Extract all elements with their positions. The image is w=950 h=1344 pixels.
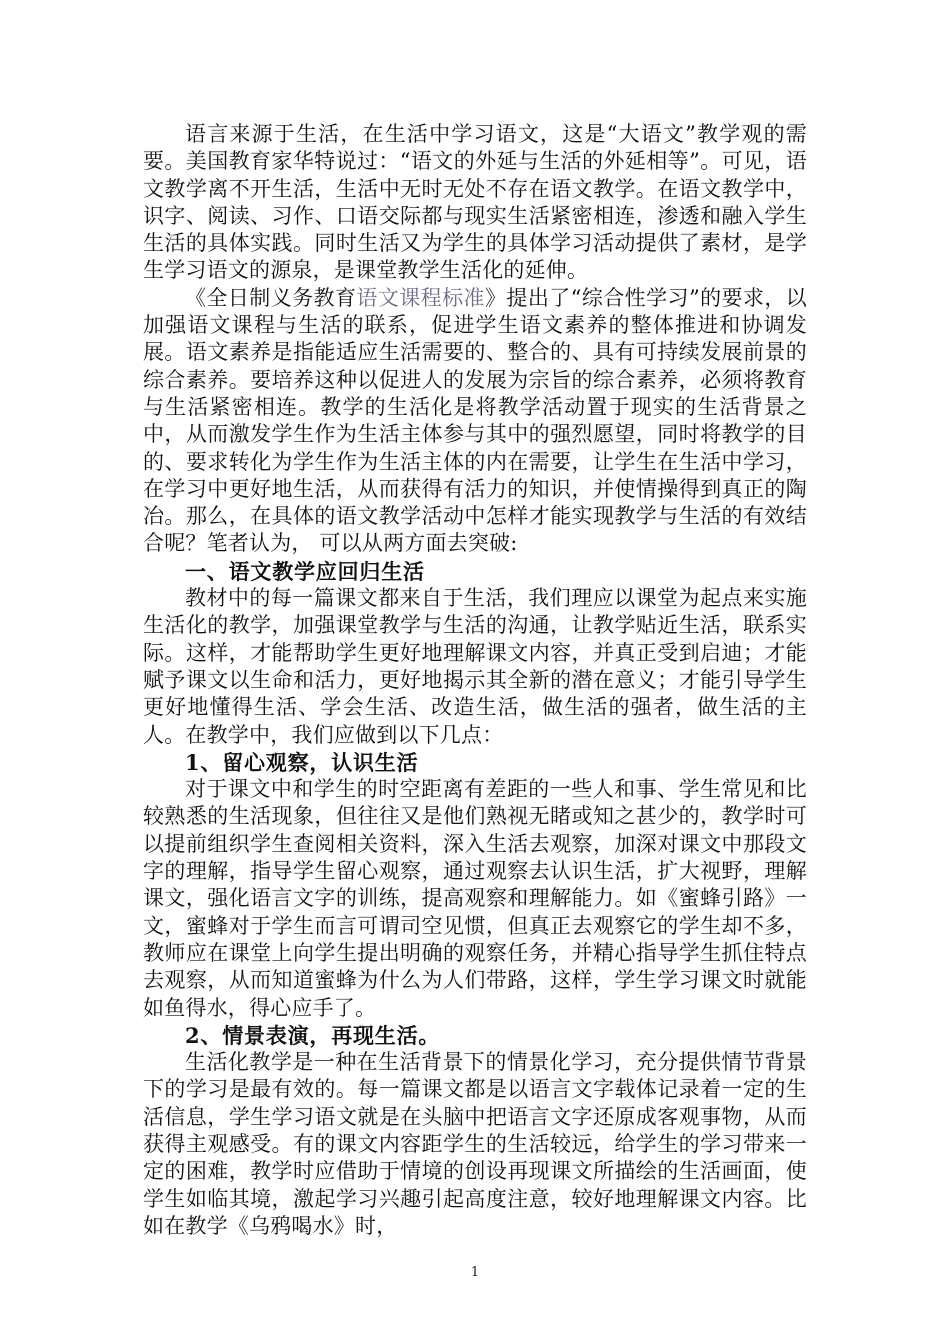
document-body bbox=[143, 121, 807, 1240]
section-heading-return-to-life: 一、语文教学应回归生活 bbox=[185, 558, 425, 584]
curriculum-standard-link[interactable]: 语文课程标准 bbox=[356, 285, 485, 310]
page-number: 1 bbox=[470, 1265, 480, 1280]
paragraph-curriculum-standard bbox=[143, 285, 807, 558]
paragraph-observe: 对于课文中和学生的时空距离有差距的一些人和事、学生常见和比较熟悉的生活现象，但往往又是他们熟视无睹或知之甚少的，教学时可以提前组织学生查阅相关资料，深入生活去观察，加深对课文中那段文字的理解，指导学生留心观察，通过观察去认识生活，扩大视野，理解课文，强化语言文字的训练，提高观察和理解能力。如《蜜蜂引路》一文，蜜蜂对于学生而言可谓司空见惯，但真正去观察它的学生却不多，教师应在课堂上向学生提出明确的观察任务，并精心指导学生抓住特点去观察，从而知道蜜蜂为什么为人们带路，这样，学生学习课文时就能如鱼得水，得心应手了。 bbox=[143, 777, 807, 1020]
subheading-observe: 1、留心观察，认识生活 bbox=[185, 749, 419, 775]
subheading-scene-performance: 2、情景表演，再现生活。 bbox=[185, 1022, 441, 1048]
paragraph-textbook-life: 教材中的每一篇课文都来自于生活，我们理应以课堂为起点来实施生活化的教学，加强课堂教学与生活的沟通，让教学贴近生活，联系实际。这样，才能帮助学生更好地理解课文内容，并真正受到启迪；才能赋予课文以生命和活力，更好地揭示其全新的潜在意义；才能引导学生更好地懂得生活、学会生活、改造生活，做生活的强者，做生活的主人。在教学中，我们应做到以下几点： bbox=[143, 586, 807, 747]
paragraph-curriculum-post: 》提出了“综合性学习”的要求，以加强语文课程与生活的联系，促进学生语文素养的整体推进和协调发展。语文素养是指能适应生活需要的、整合的、具有可持续发展前景的综合素养。要培养这种以促进人的发展为宗旨的综合素养，必须将教育与生活紧密相连。教学的生活化是将教学活动置于现实的生活背景之中，从而激发学生作为生活主体参与其中的强烈愿望，同时将教学的目的、要求转化为学生作为生活主体的内在需要，让学生在生活中学习，在学习中更好地生活，从而获得有活力的知识，并使情操得到真正的陶冶。那么，在具体的语文教学活动中怎样才能实现教学与生活的有效结合呢？笔者认为， 可以从两方面去突破: bbox=[143, 285, 808, 556]
paragraph-scene-performance: 生活化教学是一种在生活背景下的情景化学习，充分提供情节背景下的学习是最有效的。每一篇课文都是以语言文字载体记录着一定的生活信息，学生学习语文就是在头脑中把语言文字还原成客观事物，从而获得主观感受。有的课文内容距学生的生活较远，给学生的学习带来一定的困难，教学时应借助于情境的创设再现课文所描绘的生活画面，使学生如临其境，激起学习兴趣引起高度注意，较好地理解课文内容。比如在教学《乌鸦喝水》时， bbox=[143, 1050, 807, 1238]
paragraph-intro: 语言来源于生活，在生活中学习语文，这是“大语文”教学观的需要。美国教育家华特说过：“语文的外延与生活的外延相等”。可见，语文教学离不开生活，生活中无时无处不存在语文教学。在语文教学中，识字、阅读、习作、口语交际都与现实生活紧密相连，渗透和融入学生生活的具体实践。同时生活又为学生的具体学习活动提供了素材，是学生学习语文的源泉，是课堂教学生活化的延伸。 bbox=[143, 122, 807, 283]
paragraph-curriculum-pre: 《全日制义务教育 bbox=[185, 285, 357, 310]
